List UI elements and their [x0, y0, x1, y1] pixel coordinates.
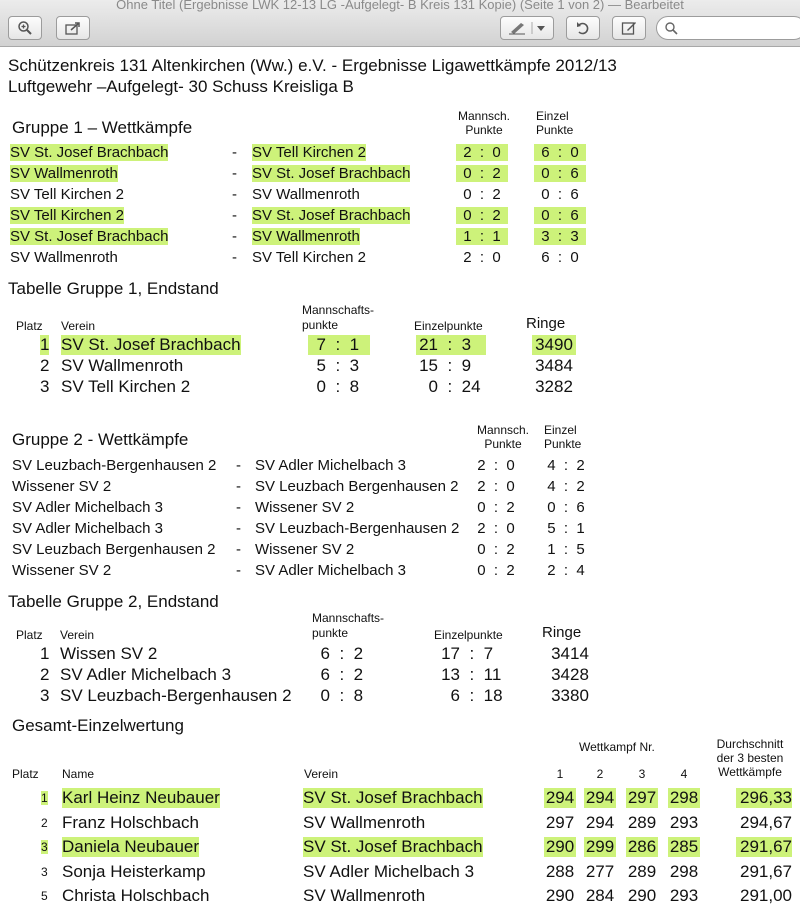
einzel-col-verein: Verein	[304, 767, 339, 781]
match-away-team: SV Adler Michelbach 3	[255, 562, 406, 579]
match-team-points: 2 : 0	[477, 520, 515, 537]
match-away-team: SV Tell Kirchen 2	[252, 144, 366, 161]
einzel-name: Daniela Neubauer	[62, 837, 200, 856]
share-icon	[65, 21, 81, 35]
match-home-team: SV Tell Kirchen 2	[10, 186, 124, 203]
table-verein: SV Leuzbach-Bergenhausen 2	[60, 686, 292, 705]
einzel-durchschnitt: 291,00	[740, 886, 792, 905]
match-dash: -	[232, 165, 237, 182]
einzel-col-name: Name	[62, 767, 95, 781]
match-away-team: SV Wallmenroth	[252, 186, 360, 203]
einzel-durchschnitt: 294,67	[740, 812, 792, 832]
einzel-verein: SV St. Josef Brachbach	[303, 788, 483, 807]
table-single-points: 15 : 9	[419, 356, 472, 375]
match-dash: -	[236, 562, 241, 579]
table-platz: 1	[40, 644, 50, 663]
match-home-team: SV Tell Kirchen 2	[10, 207, 124, 224]
match-home-team: SV St. Josef Brachbach	[10, 228, 169, 245]
match-single-points: 0 : 6	[534, 207, 586, 224]
document-subheader: Luftgewehr –Aufgelegt- 30 Schuss Kreisliga B	[8, 77, 354, 96]
table-single-points: 13 : 11	[441, 665, 502, 684]
match-dash: -	[236, 478, 241, 495]
t2-col-mannschaftspunkte: Mannschafts- punkte	[312, 611, 385, 640]
match-home-team: SV Wallmenroth	[10, 165, 118, 182]
einzel-wettkampf-score: 294	[585, 788, 615, 807]
table-team-points: 7 : 1	[308, 335, 370, 355]
einzel-durchschnitt: 291,67	[740, 861, 792, 881]
match-home-team: SV Leuzbach-Bergenhausen 2	[12, 457, 217, 474]
table-verein: Wissen SV 2	[60, 644, 158, 663]
einzel-wettkampf-score: 289	[627, 812, 657, 832]
einzel-col-wettkampf: Wettkampf Nr.	[579, 740, 655, 754]
match-dash: -	[236, 541, 241, 558]
window-toolbar	[0, 0, 800, 47]
annotate-button[interactable]	[500, 16, 554, 40]
table-ringe: 3490	[532, 335, 576, 355]
table-platz: 1	[40, 335, 50, 354]
einzel-name: Karl Heinz Neubauer	[62, 788, 220, 807]
match-dash: -	[236, 499, 241, 516]
tabelle2-title: Tabelle Gruppe 2, Endstand	[8, 592, 219, 611]
match-single-points: 0 : 6	[541, 186, 579, 203]
t2-col-verein: Verein	[60, 628, 95, 642]
search-input[interactable]	[656, 16, 800, 40]
table-team-points: 0 : 8	[320, 686, 364, 705]
table-ringe: 3428	[551, 665, 589, 684]
einzel-platz: 1	[41, 791, 48, 805]
einzel-platz: 3	[41, 864, 48, 879]
einzel-wettkampf-score: 299	[585, 837, 615, 856]
match-team-points: 2 : 0	[463, 249, 501, 266]
match-single-points: 0 : 6	[534, 165, 586, 182]
einzel-wettkampf-score: 290	[545, 837, 575, 856]
match-team-points: 2 : 0	[477, 478, 515, 495]
table-platz: 2	[40, 665, 50, 684]
pen-icon	[507, 21, 547, 35]
match-single-points: 0 : 6	[547, 499, 585, 516]
table-team-points: 6 : 2	[320, 644, 364, 663]
tabelle1-title: Tabelle Gruppe 1, Endstand	[8, 279, 219, 298]
einzel-name: Christa Holschbach	[62, 886, 210, 905]
table-ringe: 3414	[551, 644, 589, 663]
match-dash: -	[232, 207, 237, 224]
table-ringe: 3282	[535, 377, 573, 396]
einzel-verein: SV St. Josef Brachbach	[303, 837, 483, 856]
einzel-verein: SV Adler Michelbach 3	[303, 861, 475, 881]
einzel-wettkampf-score: 289	[627, 861, 657, 881]
einzel-title: Gesamt-Einzelwertung	[12, 716, 184, 735]
wettkampf-number: 4	[680, 767, 688, 781]
edit-icon	[621, 20, 637, 36]
einzel-col-durchschnitt: Durchschnitt der 3 besten Wettkämpfe	[716, 737, 784, 779]
match-single-points: 4 : 2	[547, 478, 585, 495]
table-verein: SV St. Josef Brachbach	[61, 335, 241, 354]
g2-col-einzel: Einzel Punkte	[544, 423, 582, 451]
table-single-points: 21 : 3	[416, 335, 486, 355]
document-page	[0, 47, 800, 906]
match-team-points: 0 : 2	[456, 207, 508, 224]
einzel-wettkampf-score: 297	[627, 788, 657, 807]
match-team-points: 2 : 0	[456, 144, 508, 161]
match-away-team: SV Adler Michelbach 3	[255, 457, 406, 474]
document-header: Schützenkreis 131 Altenkirchen (Ww.) e.V. - Ergebnisse Ligawettkämpfe 2012/13	[8, 56, 617, 75]
match-dash: -	[232, 228, 237, 245]
g2-col-mannsch: Mannsch. Punkte	[476, 423, 530, 451]
match-away-team: SV Wallmenroth	[252, 228, 360, 245]
match-home-team: SV Wallmenroth	[10, 249, 118, 266]
match-single-points: 5 : 1	[547, 520, 585, 537]
match-away-team: Wissener SV 2	[255, 541, 355, 558]
table-verein: SV Tell Kirchen 2	[61, 377, 191, 396]
g1-col-mannsch: Mannsch. Punkte	[457, 109, 511, 137]
match-single-points: 4 : 2	[547, 457, 585, 474]
match-home-team: SV Adler Michelbach 3	[12, 499, 163, 516]
einzel-wettkampf-score: 290	[627, 886, 657, 905]
t1-col-einzelpunkte: Einzelpunkte	[414, 319, 483, 333]
table-single-points: 0 : 24	[428, 377, 481, 396]
search-icon	[665, 22, 678, 35]
table-team-points: 0 : 8	[316, 377, 360, 396]
table-single-points: 6 : 18	[450, 686, 503, 705]
match-single-points: 1 : 5	[547, 541, 585, 558]
share-button[interactable]	[56, 16, 90, 40]
zoom-button[interactable]	[8, 16, 42, 40]
einzel-wettkampf-score: 290	[545, 886, 575, 905]
einzel-durchschnitt: 296,33	[736, 788, 792, 808]
match-single-points: 6 : 0	[541, 249, 579, 266]
einzel-wettkampf-score: 298	[669, 788, 699, 807]
match-home-team: Wissener SV 2	[12, 478, 112, 495]
t2-col-einzelpunkte: Einzelpunkte	[434, 628, 503, 642]
einzel-wettkampf-score: 294	[545, 788, 575, 807]
einzel-wettkampf-score: 297	[545, 812, 575, 832]
match-away-team: SV Leuzbach-Bergenhausen 2	[255, 520, 460, 537]
einzel-durchschnitt: 291,67	[736, 837, 792, 857]
table-ringe: 3484	[535, 356, 573, 375]
match-dash: -	[236, 457, 241, 474]
einzel-platz: 3	[41, 840, 48, 854]
einzel-col-platz: Platz	[12, 767, 39, 781]
einzel-wettkampf-score: 284	[585, 886, 615, 905]
einzel-wettkampf-score: 277	[585, 861, 615, 881]
table-platz: 3	[40, 377, 50, 396]
match-single-points: 6 : 0	[534, 144, 586, 161]
table-verein: SV Adler Michelbach 3	[60, 665, 232, 684]
match-dash: -	[232, 144, 237, 161]
einzel-wettkampf-score: 298	[669, 861, 699, 881]
wettkampf-number: 3	[638, 767, 646, 781]
table-platz: 2	[40, 356, 50, 375]
table-ringe: 3380	[551, 686, 589, 705]
match-team-points: 0 : 2	[456, 165, 508, 182]
match-away-team: Wissener SV 2	[255, 499, 355, 516]
match-single-points: 3 : 3	[534, 228, 586, 245]
match-team-points: 0 : 2	[477, 499, 515, 516]
match-dash: -	[232, 186, 237, 203]
einzel-wettkampf-score: 285	[669, 837, 699, 856]
g1-col-einzel: Einzel Punkte	[536, 109, 574, 137]
einzel-wettkampf-score: 286	[627, 837, 657, 856]
match-home-team: SV Adler Michelbach 3	[12, 520, 163, 537]
wettkampf-number: 1	[556, 767, 564, 781]
match-single-points: 2 : 4	[547, 562, 585, 579]
einzel-verein: SV Wallmenroth	[303, 812, 426, 832]
t2-col-platz: Platz	[16, 628, 43, 642]
einzel-platz: 5	[41, 889, 48, 903]
einzel-name: Franz Holschbach	[62, 812, 200, 832]
match-away-team: SV St. Josef Brachbach	[252, 207, 411, 224]
match-away-team: SV Leuzbach Bergenhausen 2	[255, 478, 459, 495]
match-dash: -	[232, 249, 237, 266]
einzel-wettkampf-score: 294	[585, 812, 615, 832]
table-team-points: 5 : 3	[316, 356, 360, 375]
t1-col-platz: Platz	[16, 319, 43, 333]
window-title: Ohne Titel (Ergebnisse LWK 12-13 LG -Aufgelegt- B Kreis 131 Kopie) (Seite 1 von 2) — Bearbeitet	[116, 0, 684, 12]
match-away-team: SV St. Josef Brachbach	[252, 165, 411, 182]
rotate-button[interactable]	[566, 16, 600, 40]
wettkampf-number: 2	[596, 767, 604, 781]
match-team-points: 0 : 2	[477, 541, 515, 558]
einzel-verein: SV Wallmenroth	[303, 886, 426, 905]
match-home-team: SV St. Josef Brachbach	[10, 144, 169, 161]
einzel-wettkampf-score: 293	[669, 886, 699, 905]
t1-col-verein: Verein	[61, 319, 96, 333]
edit-button[interactable]	[612, 16, 646, 40]
einzel-name: Sonja Heisterkamp	[62, 861, 206, 881]
t1-col-ringe: Ringe	[526, 315, 566, 332]
t1-col-mannschaftspunkte: Mannschafts- punkte	[302, 303, 375, 332]
table-single-points: 17 : 7	[441, 644, 494, 663]
match-team-points: 0 : 2	[477, 562, 515, 579]
einzel-wettkampf-score: 288	[545, 861, 575, 881]
einzel-platz: 2	[41, 815, 48, 830]
match-team-points: 0 : 2	[463, 186, 501, 203]
rotate-icon	[575, 20, 591, 36]
table-platz: 3	[40, 686, 50, 705]
gruppe1-title: Gruppe 1 – Wettkämpfe	[12, 118, 193, 137]
match-dash: -	[236, 520, 241, 537]
match-home-team: SV Leuzbach Bergenhausen 2	[12, 541, 216, 558]
einzel-wettkampf-score: 293	[669, 812, 699, 832]
table-verein: SV Wallmenroth	[61, 356, 184, 375]
zoom-icon	[17, 20, 33, 36]
table-team-points: 6 : 2	[320, 665, 364, 684]
gruppe2-title: Gruppe 2 - Wettkämpfe	[12, 430, 189, 449]
t2-col-ringe: Ringe	[542, 624, 582, 641]
match-team-points: 2 : 0	[477, 457, 515, 474]
match-team-points: 1 : 1	[456, 228, 508, 245]
match-away-team: SV Tell Kirchen 2	[252, 249, 366, 266]
match-home-team: Wissener SV 2	[12, 562, 112, 579]
